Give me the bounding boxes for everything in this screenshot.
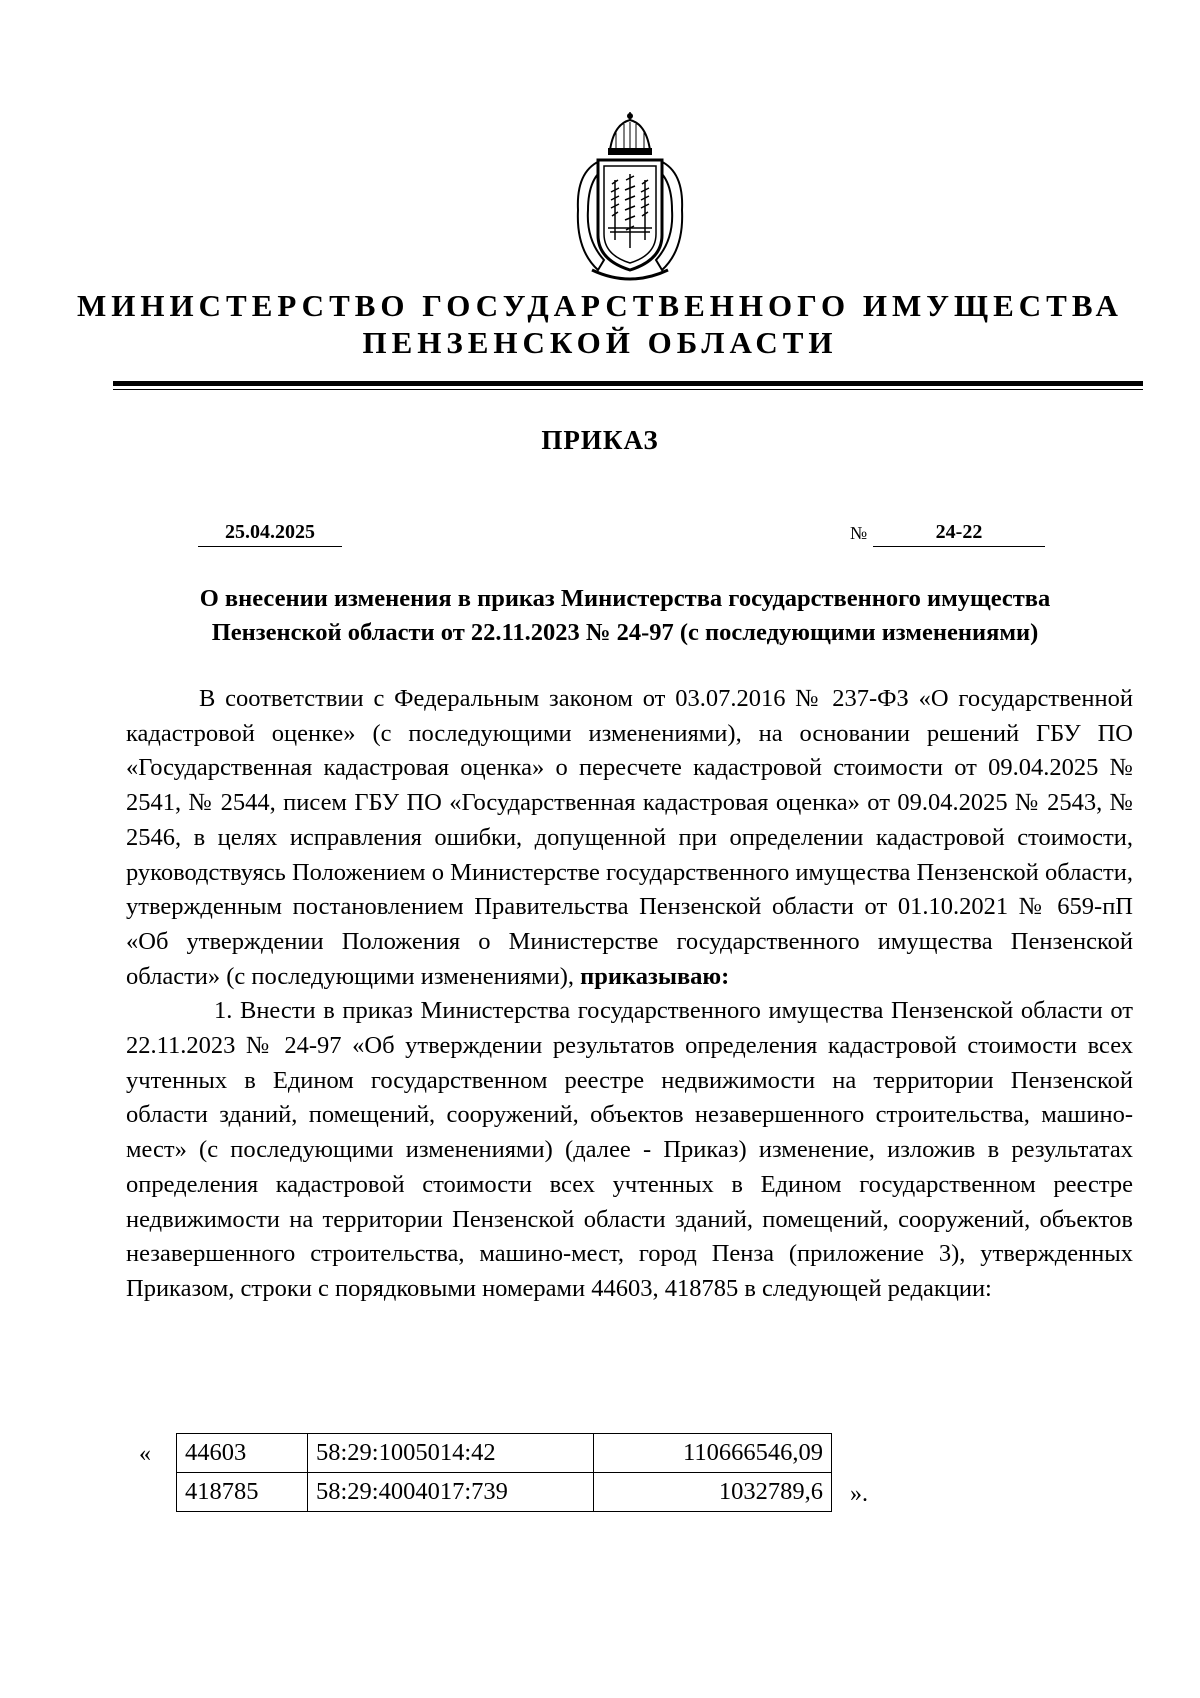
item-1-paragraph: 1. Внести в приказ Министерства государственного имущества Пензенской области от 22.11.2023 № 24-97 «Об утверждении результатов определения кадастровой стоимости всех учтенных в Едином государственном реестре недвижимости на территории Пензенской области зданий, помещений, сооружений, объектов незавершенного строительства, машино-мест» (с последующими изменениями) (далее - Приказ) изменение, изложив в результатах определения кадастровой стоимости всех учтенных в Едином государственном реестре недвижимости на территории Пензенской области зданий, помещений, сооружений, объектов незавершенного строительства, машино-мест, город Пенза (приложение 3), утвержденных Приказом, строки с порядковыми номерами 44603, 418785 в следующей редакции:: [126, 997, 1133, 1302]
header-divider-thick: [113, 381, 1143, 386]
ministry-name-line1: МИНИСТЕРСТВО ГОСУДАРСТВЕННОГО ИМУЩЕСТВА: [77, 288, 1123, 323]
ministry-name-line2: ПЕНЗЕНСКОЙ ОБЛАСТИ: [362, 325, 838, 360]
order-subject: [120, 582, 1130, 650]
order-body: [126, 682, 1133, 1307]
penza-coat-of-arms-icon: [568, 110, 692, 282]
cadastral-value-cell: 110666546,09: [594, 1434, 832, 1473]
number-sign: №: [850, 523, 868, 543]
table-row: [177, 1473, 832, 1512]
preamble-paragraph: [126, 682, 1133, 994]
subject-line1: О внесении изменения в приказ Министерства государственного имущества: [199, 585, 1051, 612]
row-number-cell: 44603: [177, 1434, 308, 1473]
order-title: ПРИКАЗ: [541, 425, 659, 455]
order-date: 25.04.2025: [198, 520, 342, 547]
table-row: [177, 1434, 832, 1473]
header-divider-thin: [113, 389, 1143, 390]
row-number-cell: 418785: [177, 1473, 308, 1512]
cadastral-number-cell: 58:29:1005014:42: [308, 1434, 594, 1473]
preamble-text: В соответствии с Федеральным законом от 03.07.2016 № 237-ФЗ «О государственной кадастровой оценке» (с последующими изменениями), на основании решений ГБУ ПО «Государственная кадастровая оценка» о пересчете кадастровой стоимости от 09.04.2025 № 2541, № 2544, писем ГБУ ПО «Государственная кадастровая оценка» от 09.04.2025 № 2543, № 2546, в целях исправления ошибки, допущенной при определении кадастровой стоимости, руководствуясь Положением о Министерстве государственного имущества Пензенской области, утвержденным постановлением Правительства Пензенской области от 01.10.2021 № 659-пП «Об утверждении Положения о Министерстве государственного имущества Пензенской области» (с последующими изменениями),: [126, 685, 1133, 990]
decree-word: приказываю:: [580, 962, 730, 990]
table-open-quote: «: [139, 1441, 151, 1467]
order-number: 24-22: [873, 520, 1045, 547]
cadastral-number-cell: 58:29:4004017:739: [308, 1473, 594, 1512]
subject-line2: Пензенской области от 22.11.2023 № 24-97 (с последующими изменениями): [211, 619, 1039, 646]
table-close-quote: ».: [850, 1481, 868, 1507]
cadastral-value-cell: 1032789,6: [594, 1473, 832, 1512]
cadastral-values-table: [176, 1433, 832, 1512]
